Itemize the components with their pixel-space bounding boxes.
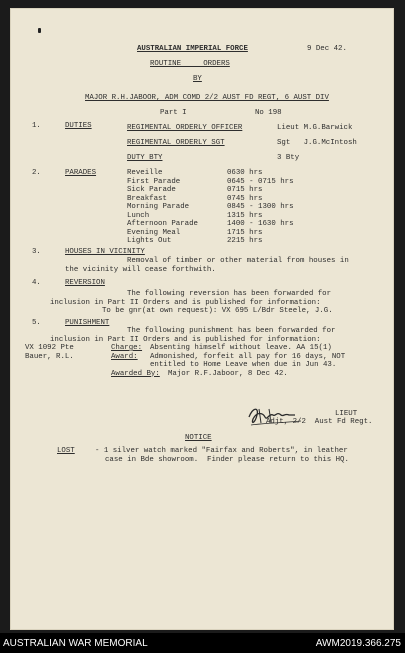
parade-item: Lunch xyxy=(127,211,150,220)
parade-time: 1400 - 1630 hrs xyxy=(227,220,294,228)
parade-item: Lights Out xyxy=(127,237,172,245)
soldier-name: Bauer, R.L. xyxy=(25,352,74,361)
reversion-number: 4. xyxy=(32,279,41,287)
duties-number: 1. xyxy=(32,122,41,130)
parade-time: 2215 hrs xyxy=(227,237,263,245)
charge-label: Charge: xyxy=(111,344,143,352)
parade-time: 1715 hrs xyxy=(227,228,263,237)
soldier-number: VX 1092 Pte xyxy=(25,344,74,352)
duty-role: REGIMENTAL ORDERLY OFFICER xyxy=(127,124,243,132)
houses-text: the vicinity will cease forthwith. xyxy=(65,265,216,274)
order-number: No 198 xyxy=(255,109,282,117)
duty-name: Lieut M.G.Barwick xyxy=(277,124,353,132)
reversion-text: The following reversion has been forwarded for xyxy=(127,290,332,298)
punishment-number: 5. xyxy=(32,319,41,327)
parade-item: First Parade xyxy=(127,177,181,186)
duty-name: 3 Bty xyxy=(277,154,300,162)
officer-line: MAJOR R.H.JABOOR, ADM COMD 2/2 AUST FD REGT, 6 AUST DIV xyxy=(85,94,329,102)
parade-item: Afternoon Parade xyxy=(127,220,198,228)
parade-time: 0715 hrs xyxy=(227,186,263,194)
part-label: Part I xyxy=(160,109,187,117)
parade-item: Morning Parade xyxy=(127,203,190,211)
duties-heading: DUTIES xyxy=(65,122,92,130)
duty-role: REGIMENTAL ORDERLY SGT xyxy=(127,139,225,147)
award-label: Award: xyxy=(111,352,138,361)
notice-text: case in Bde showroom. Finder please return to this HQ. xyxy=(105,455,349,464)
punishment-text: The following punishment has been forwarded for xyxy=(127,327,336,335)
lost-label: LOST xyxy=(57,447,75,455)
parade-item: Reveille xyxy=(127,169,163,177)
punishment-text: inclusion in Part II Orders and is published for information: xyxy=(50,335,321,344)
document-title: ROUTINE ORDERS xyxy=(150,60,230,68)
parade-time: 0630 hrs xyxy=(227,169,263,177)
houses-number: 3. xyxy=(32,248,41,256)
reversion-text: inclusion in Part II Orders and is published for information: xyxy=(50,298,321,307)
houses-heading: HOUSES IN VICINITY xyxy=(65,248,145,256)
award-text: Admonished, forfeit all pay for 16 days, NOT xyxy=(150,352,346,361)
parade-time: 0745 hrs xyxy=(227,194,263,203)
archive-footer xyxy=(0,633,405,653)
reversion-heading: REVERSION xyxy=(65,279,105,287)
duty-name: Sgt J.G.McIntosh xyxy=(277,139,357,147)
parade-item: Evening Meal xyxy=(127,228,181,237)
document-page xyxy=(10,8,394,630)
awarded-by-text: Major R.F.Jaboor, 8 Dec 42. xyxy=(168,369,288,378)
punch-mark xyxy=(38,28,41,33)
award-text: entitled to Home Leave when due in Jun 43. xyxy=(150,361,337,369)
reversion-text: To be gnr(at own request): VX 695 L/Bdr Steele, J.G. xyxy=(102,307,333,315)
signature-rank: LIEUT xyxy=(335,410,358,418)
archive-accession-number: AWM2019.366.275 xyxy=(315,638,401,649)
parades-heading: PARADES xyxy=(65,169,97,177)
parade-time: 1315 hrs xyxy=(227,211,263,220)
parade-item: Sick Parade xyxy=(127,186,176,194)
charge-text: Absenting himself without leave. AA 15(1) xyxy=(150,344,332,352)
parades-number: 2. xyxy=(32,169,41,177)
parade-item: Breakfast xyxy=(127,194,167,203)
parade-time: 0645 - 0715 hrs xyxy=(227,177,294,186)
archive-name: AUSTRALIAN WAR MEMORIAL xyxy=(3,638,148,649)
parade-time: 0845 - 1300 hrs xyxy=(227,203,294,211)
punishment-heading: PUNISHMENT xyxy=(65,319,110,327)
houses-text: Removal of timber or other material from houses in xyxy=(127,257,349,265)
signature-line: Adjt, 2/2 Aust Fd Regt. xyxy=(266,418,373,426)
org-heading: AUSTRALIAN IMPERIAL FORCE xyxy=(137,45,248,53)
by-line: BY xyxy=(193,75,202,83)
awarded-by-label: Awarded By: xyxy=(111,369,160,378)
order-date: 9 Dec 42. xyxy=(307,45,347,53)
duty-role: DUTY BTY xyxy=(127,154,163,162)
notice-heading: NOTICE xyxy=(185,434,212,442)
notice-text: - 1 silver watch marked "Fairfax and Roberts", in leather xyxy=(95,447,348,455)
